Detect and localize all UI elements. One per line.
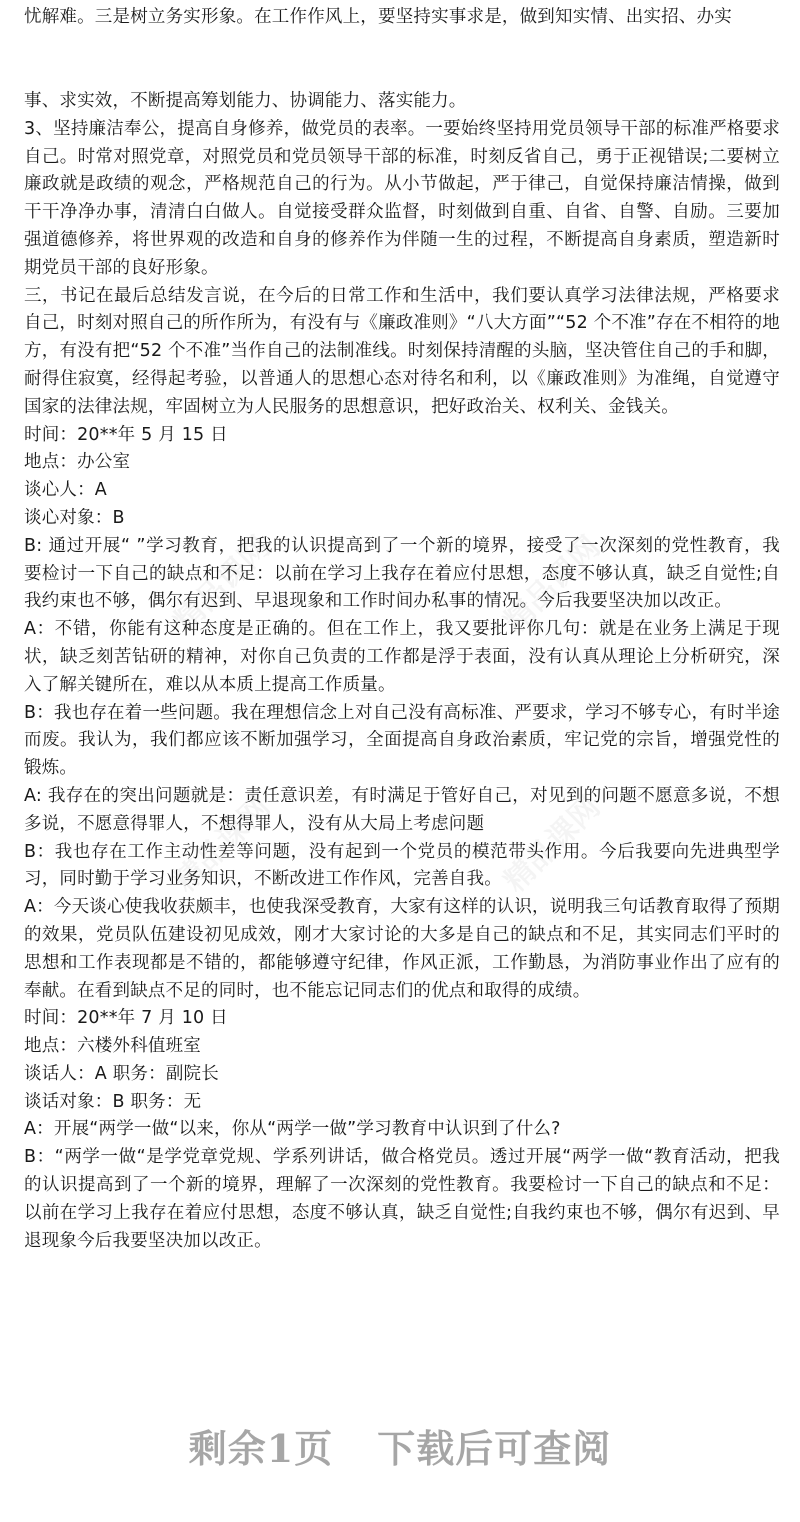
dialogue-line: B：“两学一做“是学党章党规、学系列讲话，做合格党员。透过开展“两学一做“教育活动，把我的认识提高到了一个新的境界，理解了一次深刻的党性教育。我要检讨一下自己的缺点和不足：以前在学习上我存在着应付思想，态度不够认真，缺乏自觉性;自我约束也不够，偶尔有迟到、早退现象今后我要坚决加以改正。 — [24, 1147, 780, 1251]
record-2-place: 地点：六楼外科值班室 — [24, 1036, 201, 1057]
paragraph: 三，书记在最后总结发言说，在今后的日常工作和生活中，我们要认真学习法律法规，严格要求自己，时刻对照自己的所作所为，有没有与《廉政准则》“八大方面”“52 个不准”存在不相符的地方，有没有把“52 个不准”当作自己的法制准线。时刻保持清醒的头脑，坚决管住自己的手和脚，耐得住寂寞，经得起考验，以普通人的思想心态对待名和利，以《廉政准则》为准绳，自觉遵守国家的法律法规，牢固树立为人民服务的思想意识，把好政治关、权利关、金钱关。 — [24, 285, 780, 417]
record-1-time: 时间：20**年 5 月 15 日 — [24, 424, 228, 445]
section-discipline — [24, 88, 780, 1255]
dialogue-line: B：我也存在工作主动性差等问题，没有起到一个党员的模范带头作用。今后我要向先进典型学习，同时勤于学习业务知识，不断改进工作作风，完善自我。 — [24, 841, 780, 890]
download-to-view-label[interactable]: 下载后可查阅 — [377, 1426, 612, 1471]
dialogue-line: A：开展“两学一做“以来，你从“两学一做”学习教育中认识到了什么? — [24, 1119, 561, 1140]
dialogue-line: A：今天谈心使我收获颇丰，也使我深受教育，大家有这样的认识，说明我三句话教育取得了预期的效果，党员队伍建设初见成效，刚才大家讨论的大多是自己的缺点和不足，其实同志们平时的思想和工作表现都是不错的，都能够遵守纪律，作风正派，工作勤恳，为消防事业作出了应有的奉献。在看到缺点不足的同时，也不能忘记同志们的优点和取得的成绩。 — [24, 897, 780, 1001]
download-prompt-banner[interactable] — [0, 1418, 800, 1473]
paragraph: 3、坚持廉洁奉公，提高自身修养，做党员的表率。一要始终坚持用党员领导干部的标准严格要求自己。时常对照党章，对照党员和党员领导干部的标准，时刻反省自己，勇于正视错误;二要树立廉政就是政绩的观念，严格规范自己的行为。从小节做起，严于律己，自觉保持廉洁情操，做到干干净净办事，清清白白做人。自觉接受群众监督，时刻做到自重、自省、自警、自励。三要加强道德修养，将世界观的改造和自身的修养作为伴随一生的过程，不断提高自身素质，塑造新时期党员干部的良好形象。 — [24, 118, 780, 278]
record-1-speaker: 谈心人：A — [24, 480, 107, 501]
paragraph: 事、求实效，不断提高筹划能力、协调能力、落实能力。 — [24, 91, 467, 111]
dialogue-line: A: 我存在的突出问题就是：责任意识差，有时满足于管好自己，对见到的问题不愿意多说，不想多说，不愿意得罪人，不想得罪人，没有从大局上考虑问题 — [24, 785, 780, 834]
record-1-target: 谈心对象：B — [24, 507, 125, 528]
record-1-place: 地点：办公室 — [24, 452, 131, 473]
dialogue-line: B：我也存在着一些问题。我在理想信念上对自己没有高标准、严要求，学习不够专心，有时半途而废。我认为，我们都应该不断加强学习，全面提高自身政治素质，牢记党的宗旨，增强党性的锻炼。 — [24, 702, 780, 779]
dialogue-line: A：不错，你能有这种态度是正确的。但在工作上，我又要批评你几句：就是在业务上满足于现状，缺乏刻苦钻研的精神，对你自己负责的工作都是浮于表面，没有认真从理论上分析研究，深入了解关键所在，难以从本质上提高工作质量。 — [24, 619, 780, 695]
record-2-speaker: 谈话人：A 职务：副院长 — [24, 1063, 219, 1084]
record-2-time: 时间：20**年 7 月 10 日 — [24, 1008, 228, 1029]
dialogue-line: B: 通过开展“ ”学习教育，把我的认识提高到了一个新的境界，接受了一次深刻的党性教育，我要检讨一下自己的缺点和不足：以前在学习上我存在着应付思想，态度不够认真，缺乏自觉性;自我约束也不够，偶尔有迟到、早退现象和工作时间办私事的情况。今后我要坚决加以改正。 — [24, 535, 781, 612]
record-2-target: 谈话对象：B 职务：无 — [24, 1091, 202, 1112]
remaining-pages-label: 剩余1页 — [188, 1426, 334, 1471]
paragraph: 忧解难。三是树立务实形象。在工作作风上，要坚持实事求是，做到知实情、出实招、办实 — [24, 7, 732, 27]
